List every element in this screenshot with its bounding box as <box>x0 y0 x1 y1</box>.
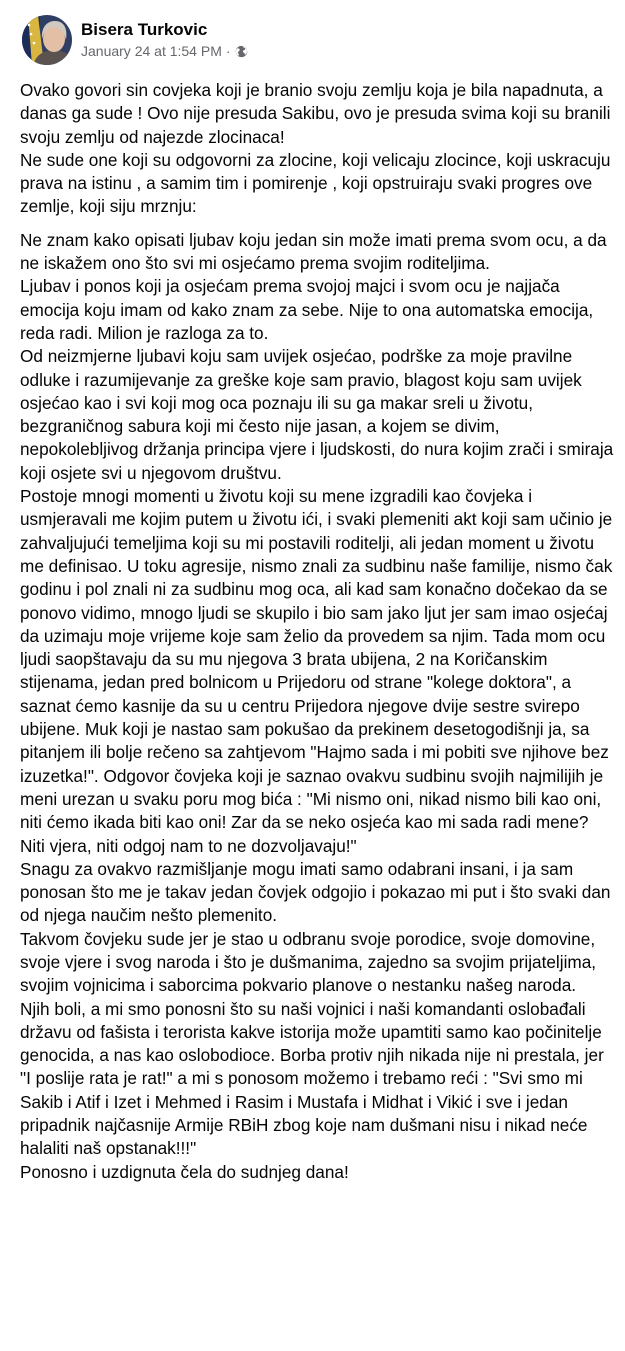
post-timestamp[interactable]: January 24 at 1:54 PM <box>81 43 222 59</box>
author-name[interactable]: Bisera Turkovic <box>81 20 208 39</box>
avatar[interactable] <box>22 15 72 65</box>
separator-dot: · <box>225 43 231 59</box>
post-header <box>22 12 248 68</box>
avatar-image <box>22 15 72 65</box>
post-paragraph: Ovako govori sin covjeka koji je branio svoju zemlju koja je bila napadnuta, a danas ga sude ! Ovo nije presuda Sakibu, ovo je presuda svima koji su branili svoju zemlju od najezde zlocinaca! Ne sude one koji su odgovorni za zlocine, koji velicaju zlocince, koji uskracuju prava na istinu , a samim tim i pomirenje , koji opstruiraju svaki progres ove zemlje, koji siju mrznju: <box>20 80 611 217</box>
post-meta <box>81 19 248 61</box>
post-paragraph: Ne znam kako opisati ljubav koju jedan sin može imati prema svom ocu, a da ne iskažem ono što svi mi osjećamo prema svojim roditeljima. Ljubav i ponos koji ja osjećam prema svojoj majci i svom ocu je najjača emocija koju imam od kako znam za sebe. Nije to ona automatska emocija, reda radi. Milion je razloga za to. Od neizmjerne ljubavi koju sam uvijek osjećao, podrške za moje pravilne odluke i razumijevanje za greške koje sam pravio, blagost koju sam uvijek osjećao kao i svi koji mog oca poznaju ili su ga makar sreli u životu, bezgraničnog sabura koji mi često nije jasan, a kojem se divim, nepokolebljivog držanja principa vjere i ljudskosti, do nura kojim zrači i smiraja koji osjete svi u njegovom društvu. Postoje mnogi momenti u životu koji su mene izgradili kao čovjeka i usmjeravali me kojim putem u životu ići, i svaki plemeniti akt koji sam učinio je zahvaljujući temeljima koji su mi postavili roditelji, ali jedan moment u životu me definisao. U toku agresije, nismo znali za sudbinu naše familije, nismo čak godinu i pol znali ni za sudbinu mog oca, ali kad sam konačno dočekao da se ponovo vidimo, mnogo ljudi se skupilo i bio sam jako ljut jer sam imao osjećaj da uzimaju moje vrijeme koje sam želio da provedem sa njim. Tada mom ocu ljudi saopštavaju da su mu njegova 3 brata ubijena, 2 na Koričanskim stijenama, jedan pred bolnicom u Prijedoru od strane "kolege doktora", a saznat ćemo kasnije da su u centru Prijedora njegove dvije sestre svirepo ubijene. Muk koji je nastao sam pokušao da prekinem desetogodišnji ja, sa pitanjem ili bolje rečeno sa zahtjevom "Hajmo sada i mi pobiti sve njihove bez izuzetka!". Odgovor čovjeka koji je saznao ovakvu sudbinu svojih najmilijih je meni urezan u svaku poru mog bića : "Mi nismo oni, nikad nismo bili kao oni, niti ćemo ikada biti kao oni! Zar da se neko osjeća kao mi sada radi mene? Niti vjera, niti odgoj nam to ne dozvoljavaju!" Snagu za ovakvo razmišljanje mogu imati samo odabrani insani, i ja sam ponosan što me je takav jedan čovjek odgojio i pokazao mi put i što svaki dan od njega naučim nešto plemenito. Takvom čovjeku sude jer je stao u odbranu svoje porodice, svoje domovine, svoje vjere i svog naroda i što je dušmanima, zajedno sa svojim prijateljima, svojim vojnicima i saborcima pokvario planove o nestanku našeg naroda. Njih boli, a mi smo ponosni što su naši vojnici i naši komandanti oslobađali državu od fašista i terorista kakve istorija može upamtiti samo kao počinitelje genocida, a nas kao oslobodioce. Borba protiv njih nikada nije ni prestala, jer "I poslije rata je rat!" a mi s ponosom možemo i trebamo reći : "Svi smo mi Sakib i Atif i Izet i Mehmed i Rasim i Mustafa i Midhat i Vikić i sve i jedan pripadnik najčasnije Armije RBiH zbog koje nam dušmani nisu i nikad neće halaliti naš opstanak!!!" Ponosno i uzdignuta čela do sudnjeg dana! <box>20 229 614 1182</box>
globe-icon[interactable] <box>235 45 248 58</box>
post-subline <box>81 42 248 61</box>
post-body <box>20 79 615 1184</box>
